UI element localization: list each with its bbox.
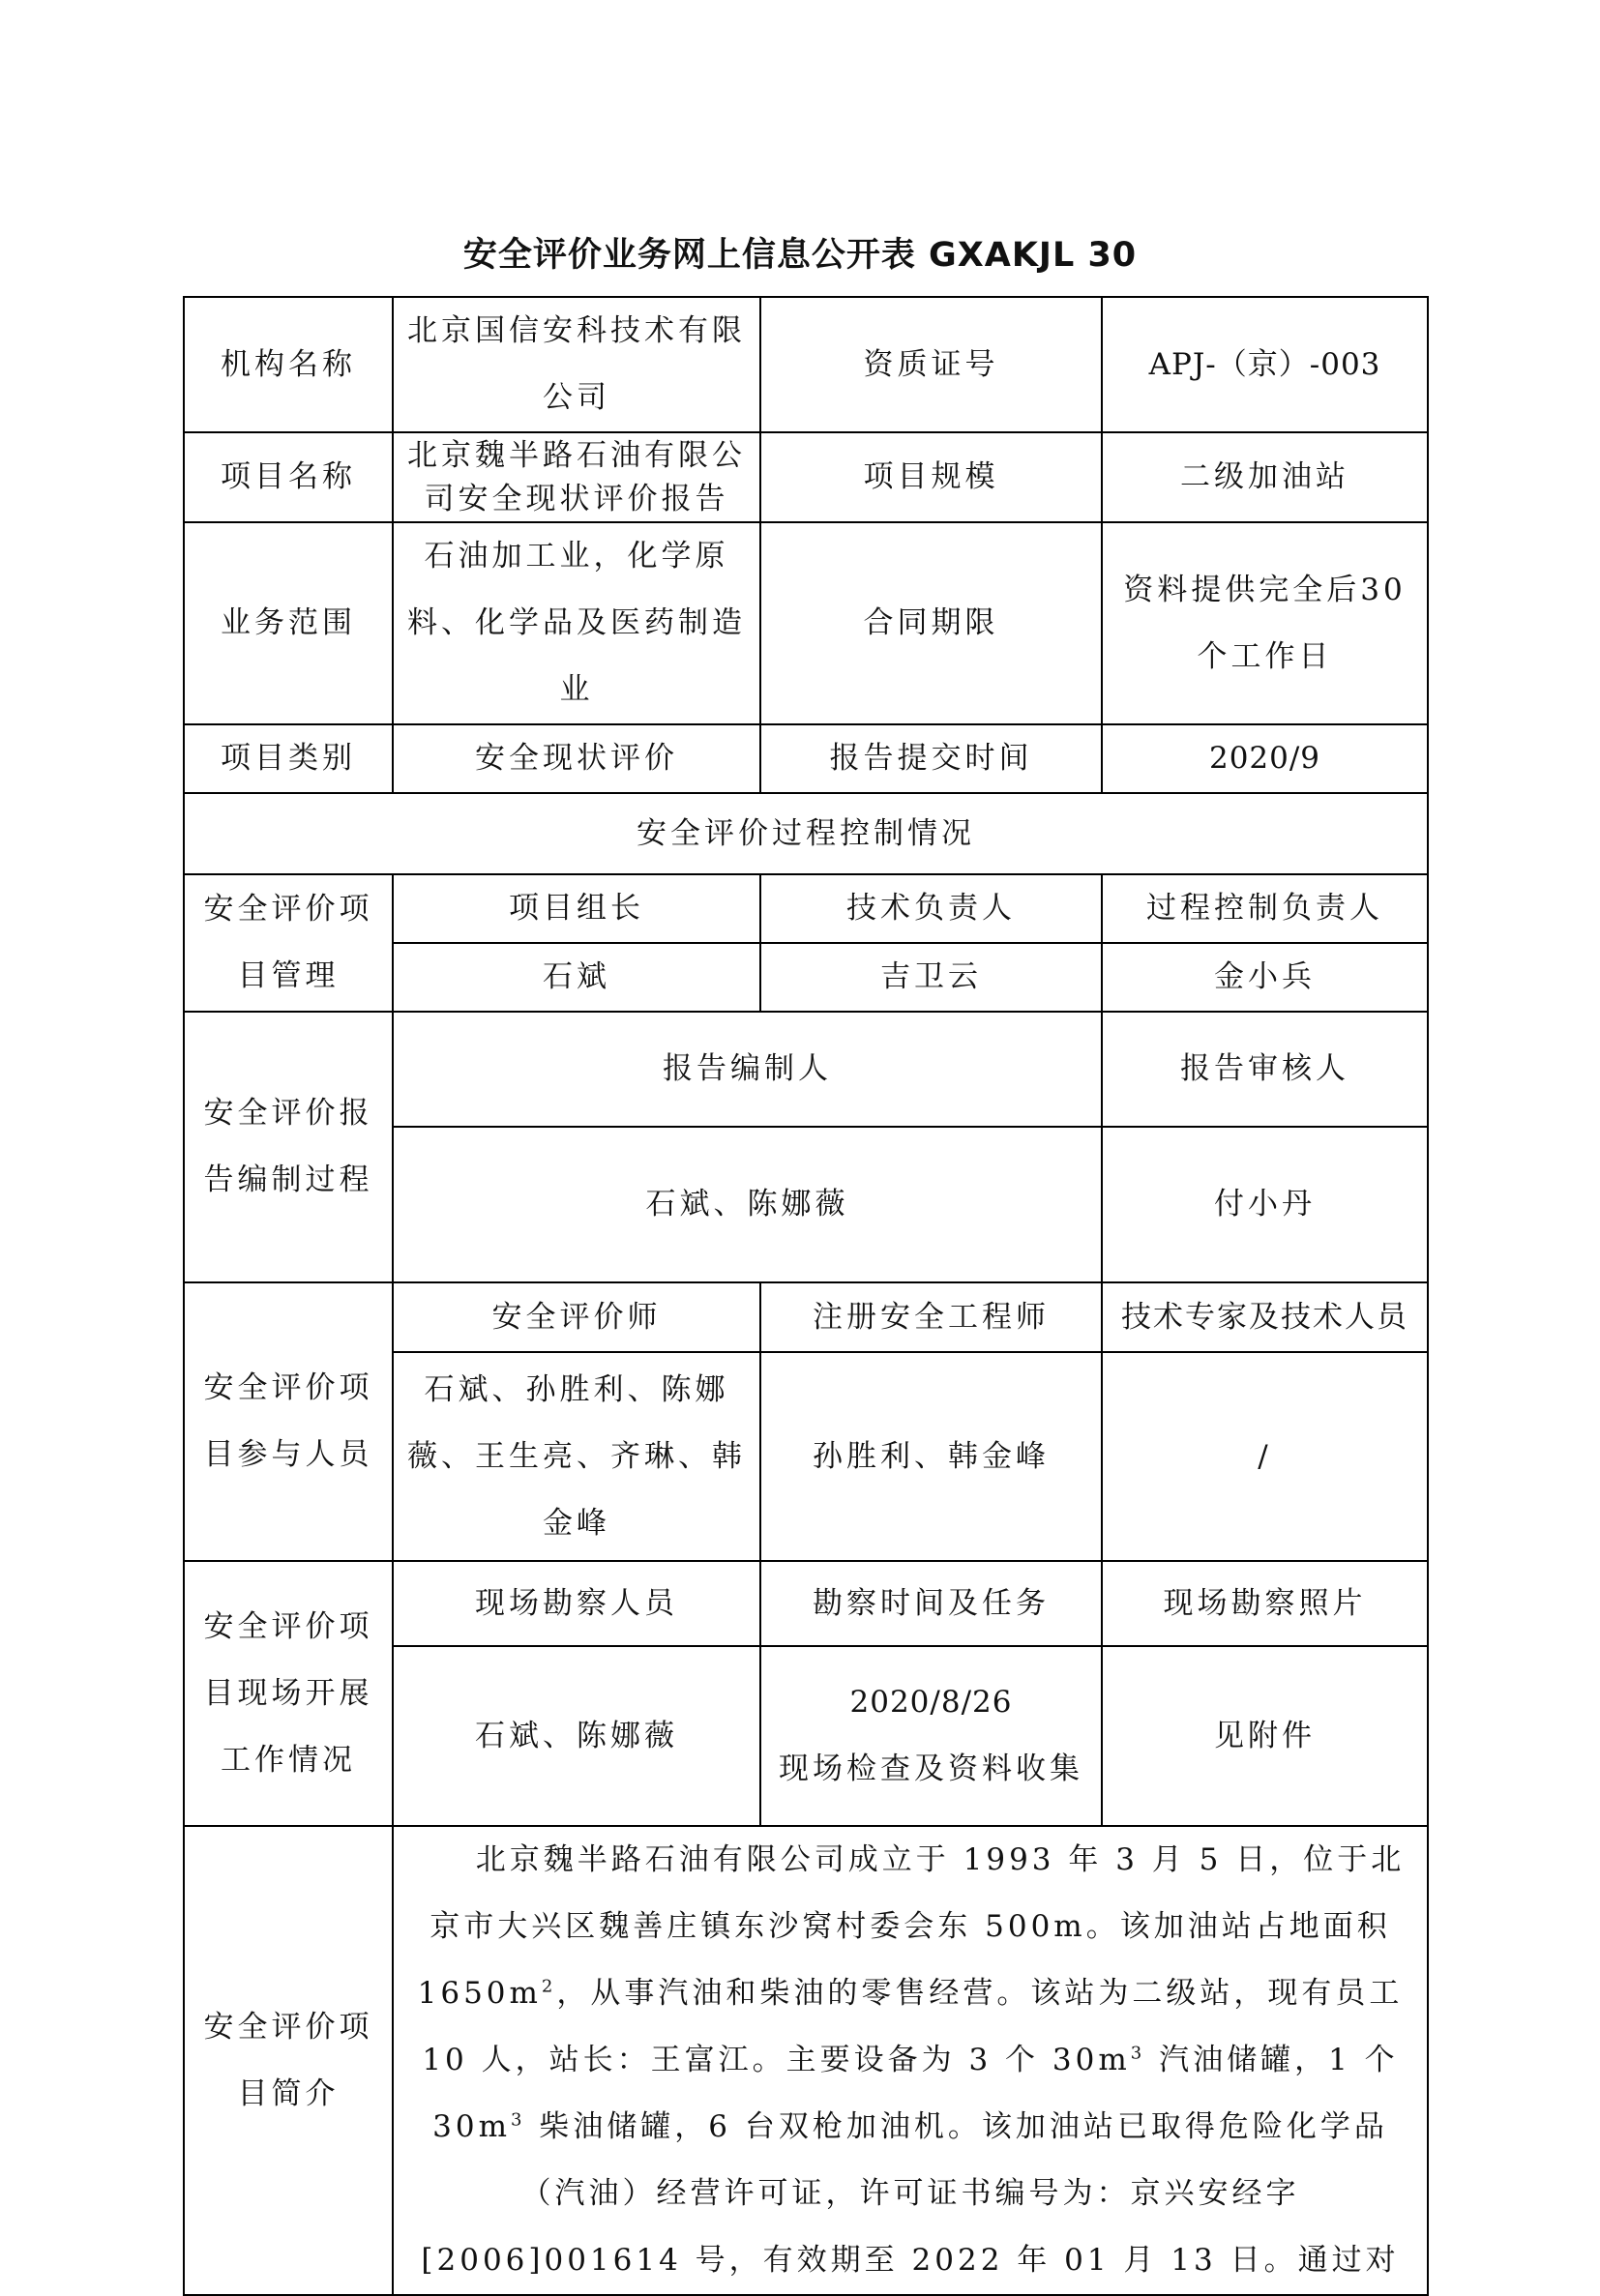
page-title: 安全评价业务网上信息公开表 GXAKJL 30	[462, 236, 1138, 275]
org-name-value: 北京国信安科技术有限公司	[393, 297, 760, 432]
safety-engineers-value: 孙胜利、韩金峰	[760, 1352, 1102, 1561]
header-process-lead: 过程控制负责人	[1102, 874, 1428, 943]
survey-time-value	[760, 1646, 1102, 1826]
assessors-value: 石斌、孙胜利、陈娜薇、王生亮、齐琳、韩金峰	[393, 1352, 760, 1561]
section-title: 安全评价过程控制情况	[184, 793, 1428, 874]
header-assessors: 安全评价师	[393, 1282, 760, 1352]
team-leader-value: 石斌	[393, 943, 760, 1012]
tech-lead-value: 吉卫云	[760, 943, 1102, 1012]
report-author-value: 石斌、陈娜薇	[393, 1127, 1102, 1282]
table-row	[184, 1012, 1428, 1127]
project-name-label: 项目名称	[184, 432, 393, 522]
cert-no-value: APJ-（京）-003	[1102, 297, 1428, 432]
compilation-label: 安全评价报告编制过程	[184, 1012, 393, 1282]
project-type-label: 项目类别	[184, 724, 393, 793]
contract-term-value: 资料提供完全后30个工作日	[1102, 522, 1428, 724]
header-experts: 技术专家及技术人员	[1102, 1282, 1428, 1352]
header-site-surveyors: 现场勘察人员	[393, 1561, 760, 1646]
header-report-author: 报告编制人	[393, 1012, 1102, 1127]
site-surveyors-value: 石斌、陈娜薇	[393, 1646, 760, 1826]
business-scope-label: 业务范围	[184, 522, 393, 724]
table-row	[184, 724, 1428, 793]
business-scope-value: 石油加工业，化学原料、化学品及医药制造业	[393, 522, 760, 724]
cert-no-label: 资质证号	[760, 297, 1102, 432]
project-type-value: 安全现状评价	[393, 724, 760, 793]
table-row	[184, 1561, 1428, 1646]
site-work-label: 安全评价项目现场开展工作情况	[184, 1561, 393, 1826]
contract-term-label: 合同期限	[760, 522, 1102, 724]
project-scale-value: 二级加油站	[1102, 432, 1428, 522]
table-row	[184, 1282, 1428, 1352]
process-lead-value: 金小兵	[1102, 943, 1428, 1012]
table-row	[184, 522, 1428, 724]
participants-label: 安全评价项目参与人员	[184, 1282, 393, 1561]
header-report-reviewer: 报告审核人	[1102, 1012, 1428, 1127]
table-row	[184, 432, 1428, 522]
project-scale-label: 项目规模	[760, 432, 1102, 522]
table-row	[184, 874, 1428, 943]
header-tech-lead: 技术负责人	[760, 874, 1102, 943]
info-table	[183, 296, 1429, 2296]
intro-text	[393, 1826, 1428, 2295]
report-reviewer-value: 付小丹	[1102, 1127, 1428, 1282]
header-safety-engineers: 注册安全工程师	[760, 1282, 1102, 1352]
intro-paragraph: 北京魏半路石油有限公司成立于 1993 年 3 月 5 日，位于北京市大兴区魏善庄镇东沙窝村委会东 500m。该加油站占地面积 $1650m^2$，从事汽油和柴油的零售经营。该站为二级站，现有员工 10 人，站长：王富江。主要设备为 3 个 $30m^3$ 汽油储罐，1 个 $30m^3$ 柴油储罐，6 台双枪加油机。该加油站已取得危险化学品（汽油）经营许可证，许可证书编号为：京兴安经字[2006]001614 号，有效期至 2022 年 01 月 13 日。通过对	[417, 1842, 1406, 2278]
submit-time-value: 2020/9	[1102, 724, 1428, 793]
management-label: 安全评价项目管理	[184, 874, 393, 1012]
site-photos-value: 见附件	[1102, 1646, 1428, 1826]
project-name-value: 北京魏半路石油有限公司安全现状评价报告	[393, 432, 760, 522]
table-row	[184, 1826, 1428, 2295]
table-row	[184, 297, 1428, 432]
survey-date: 2020/8/26	[849, 1685, 1013, 1720]
header-team-leader: 项目组长	[393, 874, 760, 943]
experts-value: /	[1102, 1352, 1428, 1561]
header-survey-time: 勘察时间及任务	[760, 1561, 1102, 1646]
submit-time-label: 报告提交时间	[760, 724, 1102, 793]
survey-task: 现场检查及资料收集	[779, 1751, 1083, 1786]
org-name-label: 机构名称	[184, 297, 393, 432]
table-row	[184, 793, 1428, 874]
header-site-photos: 现场勘察照片	[1102, 1561, 1428, 1646]
intro-label: 安全评价项目简介	[184, 1826, 393, 2295]
